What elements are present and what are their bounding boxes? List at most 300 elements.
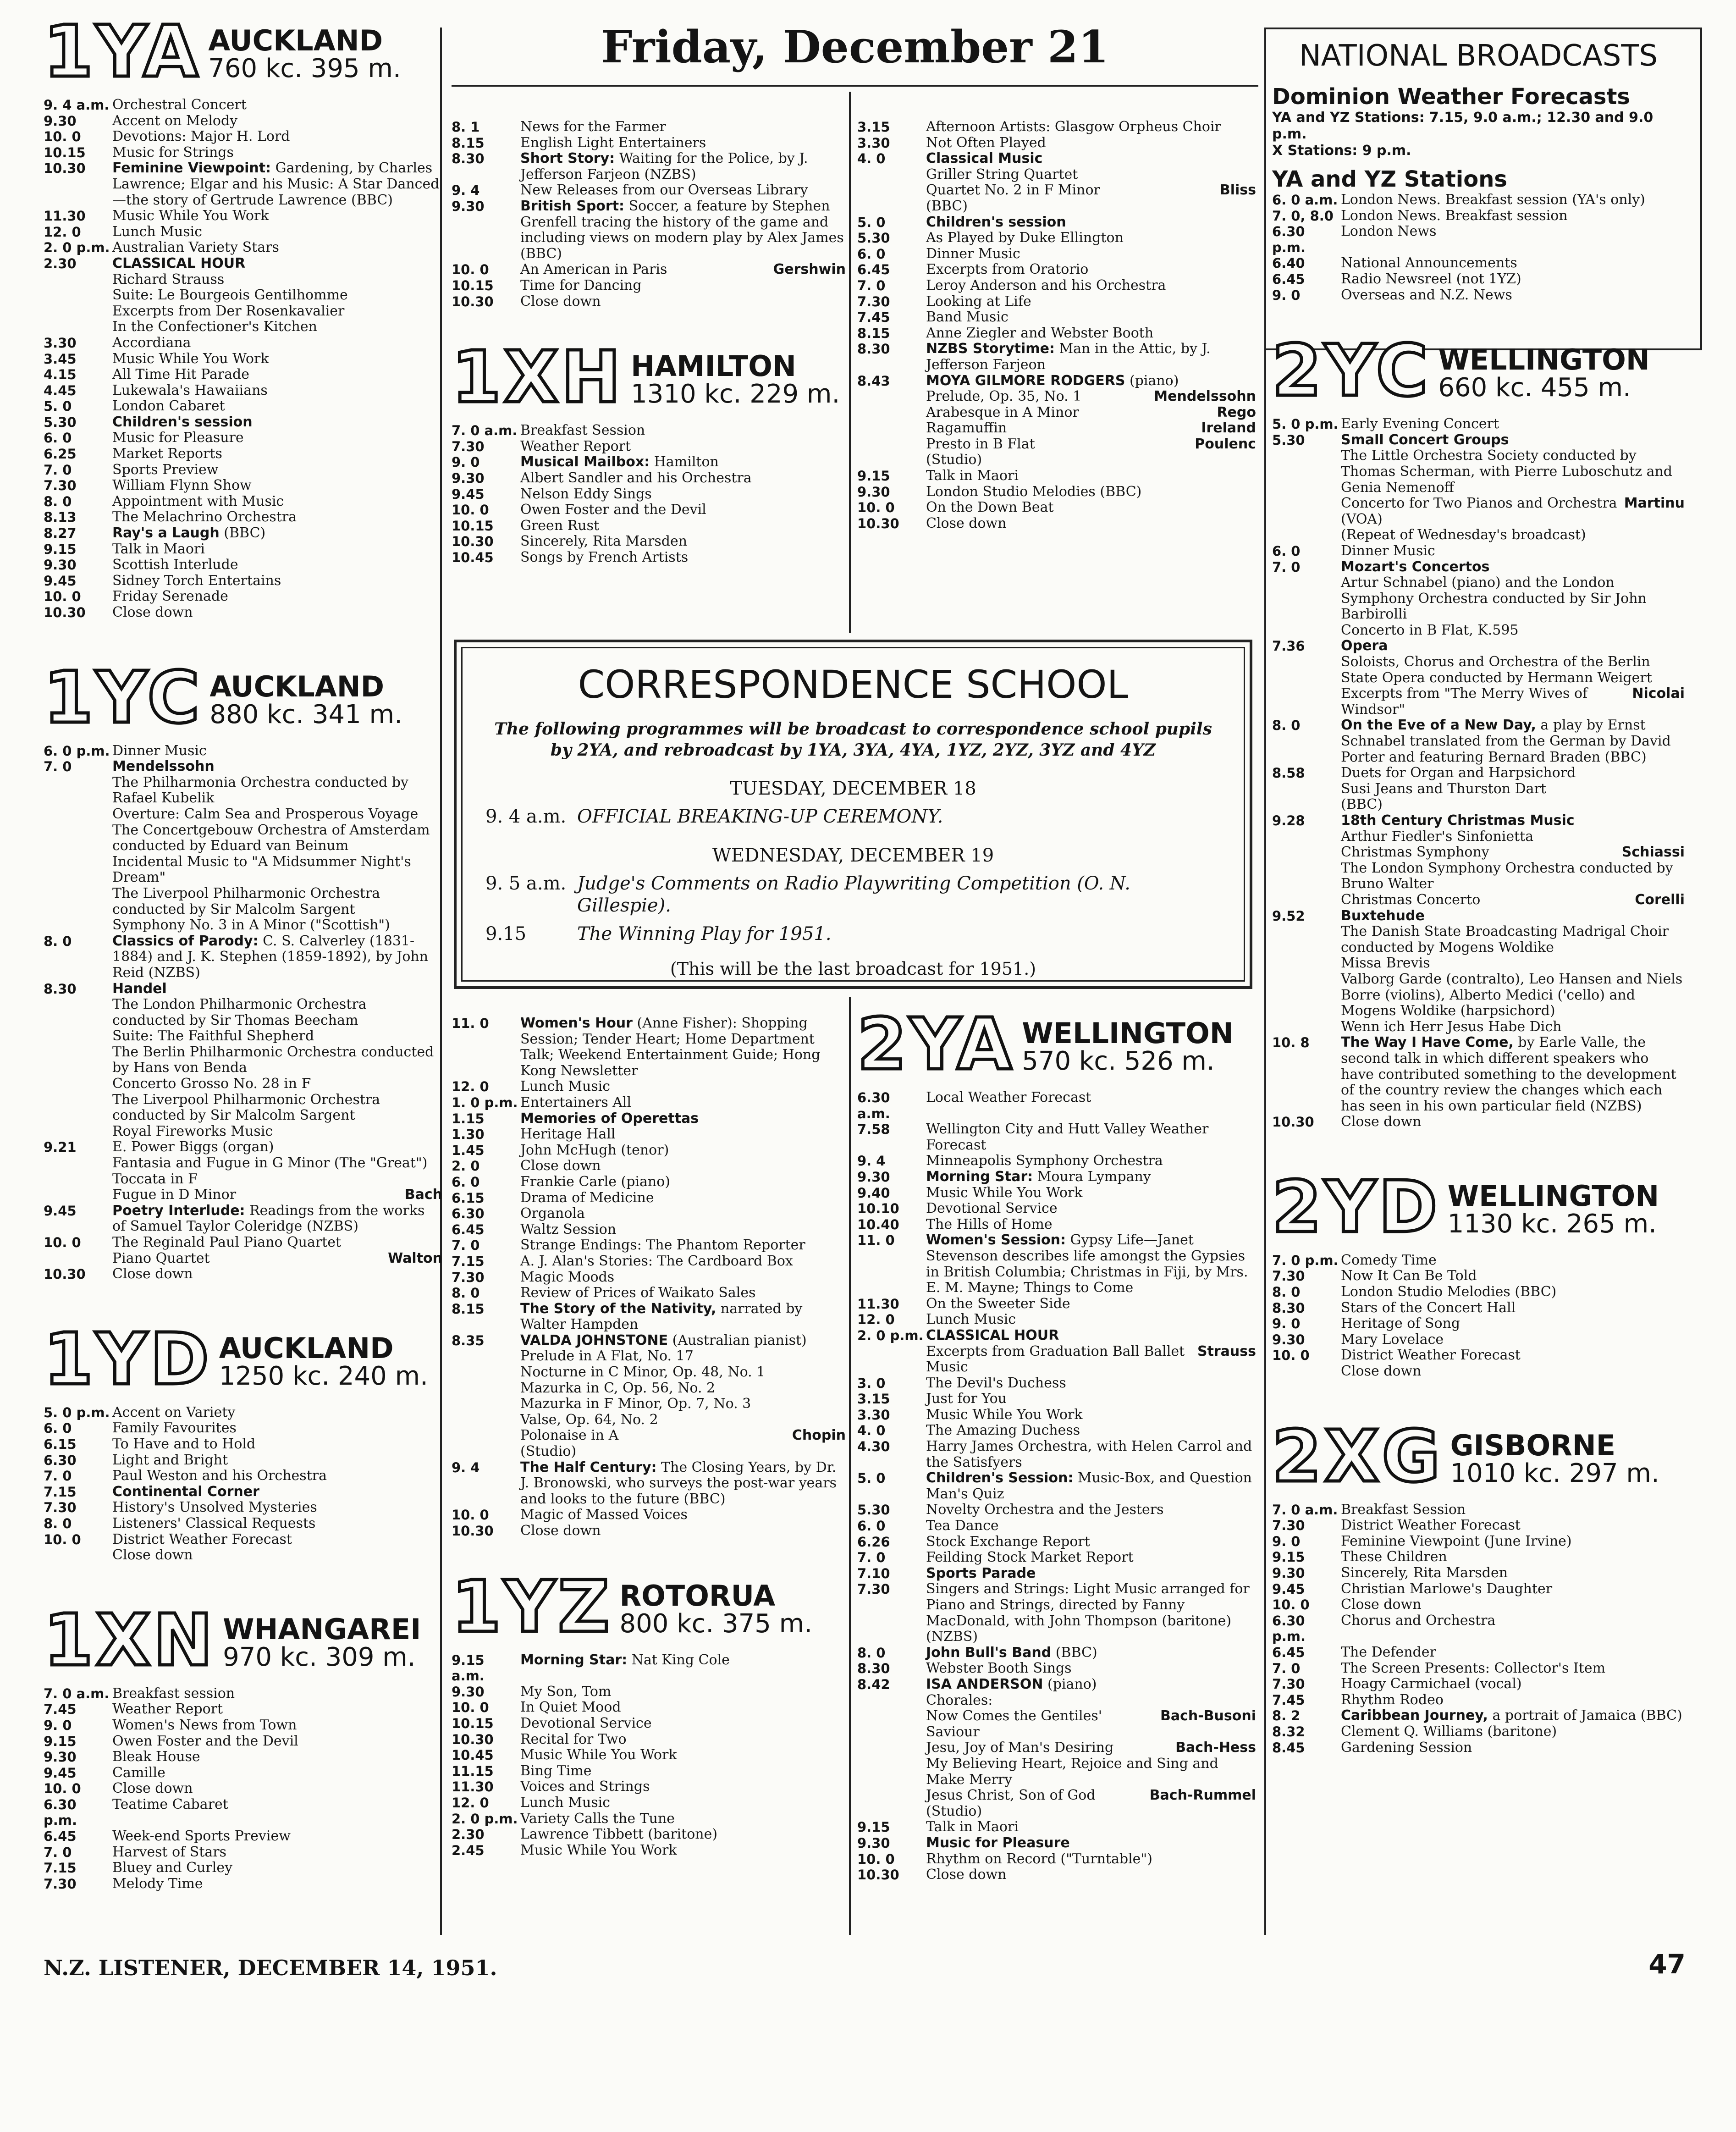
- programme-title: Comedy Time: [1341, 1252, 1437, 1268]
- schedule-row: [1272, 224, 1685, 255]
- programme-title: Prelude, Op. 35, No. 1: [926, 388, 1082, 405]
- time-slot: 7. 0: [452, 1237, 480, 1254]
- schedule-row: [44, 446, 442, 462]
- programme-title: Women's Hour (Anne Fisher): Shopping Session; Tender Heart; Home Department Talk; Weekend Entertainment Guide; Hong Kong Newsletter: [520, 1015, 821, 1079]
- programme-title: Ray's a Laugh (BBC): [112, 525, 266, 541]
- time-slot: 9.45: [44, 1765, 77, 1781]
- programme-title: Lukewala's Hawaiians: [112, 382, 268, 398]
- programme-title: Classical Music: [926, 150, 1043, 167]
- programme-title: Leroy Anderson and his Orchestra: [926, 277, 1166, 293]
- programme-title: (Studio): [926, 452, 982, 468]
- schedule-row: [452, 1843, 846, 1859]
- schedule-row: [1272, 1316, 1685, 1332]
- programme-title: Voices and Strings: [520, 1779, 650, 1795]
- programme-title: Close down: [1341, 1114, 1422, 1130]
- schedule-row: [857, 341, 1256, 373]
- schedule-row: [44, 981, 442, 997]
- time-slot: 8.45: [1272, 1740, 1305, 1756]
- programme-title: Close down: [112, 604, 193, 620]
- cs-day-1: TUESDAY, DECEMBER 18: [730, 778, 976, 799]
- programme-title: (Studio): [926, 1803, 982, 1819]
- nb-schedule: [1272, 192, 1685, 303]
- programme-title: Music While You Work: [926, 1406, 1083, 1423]
- schedule-row: [857, 119, 1256, 135]
- time-slot: 10.45: [452, 549, 494, 565]
- time-slot: 9.45: [44, 1203, 77, 1219]
- programme-title: The Berlin Philharmonic Orchestra conducted by Hans von Benda: [112, 1044, 434, 1076]
- column-1: [44, 10, 442, 1933]
- schedule-row: [1272, 1676, 1685, 1692]
- schedule-row: [1272, 1613, 1685, 1645]
- programme-title: Week-end Sports Preview: [112, 1828, 291, 1845]
- page-title: Friday, December 21: [601, 21, 1109, 73]
- programme-title: Lunch Music: [520, 1794, 611, 1811]
- schedule-row: [1272, 192, 1685, 208]
- programme-title: Missa Brevis: [1341, 955, 1430, 972]
- programme-title: Excerpts from Oratorio: [926, 261, 1089, 278]
- schedule-row: [44, 823, 442, 854]
- schedule-row: [44, 1266, 442, 1282]
- programme-title: The Melachrino Orchestra: [112, 509, 297, 525]
- programme-title: Close down: [1341, 1596, 1422, 1613]
- schedule-row: [44, 224, 442, 240]
- time-slot: 10.30: [1272, 1114, 1314, 1130]
- schedule-row: [857, 1788, 1256, 1804]
- schedule-row: [1272, 512, 1685, 528]
- programme-title: Entertainers All: [520, 1094, 632, 1110]
- programme-title: Susi Jeans and Thurston Dart: [1341, 780, 1546, 797]
- time-slot: 6. 0: [857, 246, 886, 262]
- programme-title: Band Music: [926, 309, 1009, 326]
- station-city: AUCKLAND: [219, 1331, 394, 1365]
- cs-heading: CORRESPONDENCE SCHOOL: [578, 662, 1129, 707]
- station-header-1ya: [44, 10, 442, 93]
- time-slot: 7.36: [1272, 638, 1305, 654]
- time-slot: 1.15: [452, 1110, 485, 1127]
- programme-title: Buxtehude: [1341, 907, 1425, 924]
- programme-title: Feilding Stock Market Report: [926, 1549, 1134, 1566]
- programme-title: On the Sweeter Side: [926, 1295, 1070, 1312]
- programme-title: Overseas and N.Z. News: [1341, 287, 1512, 303]
- schedule-row: [857, 389, 1256, 405]
- schedule-row: [857, 1867, 1256, 1883]
- schedule-row: [452, 423, 846, 439]
- programme-title: Frankie Carle (piano): [520, 1173, 670, 1190]
- schedule-row: [44, 1797, 442, 1828]
- schedule-row: [857, 151, 1256, 167]
- page-number: 47: [1648, 1949, 1686, 1980]
- schedule-row: [452, 1747, 846, 1763]
- time-slot: 8.35: [452, 1332, 485, 1348]
- programme-title: Concerto Grosso No. 28 in F: [112, 1076, 311, 1092]
- schedule-row: [44, 462, 442, 478]
- programme-title: History's Unsolved Mysteries: [112, 1499, 317, 1516]
- schedule-row: [1272, 1724, 1685, 1740]
- schedule-2yc: [1272, 416, 1685, 1130]
- programme-title: Close down: [520, 1523, 601, 1539]
- programme-title: Stars of the Concert Hall: [1341, 1299, 1516, 1316]
- schedule-row: [857, 1550, 1256, 1566]
- programme-title: Weather Report: [112, 1701, 223, 1718]
- time-slot: 6.15: [44, 1436, 77, 1452]
- time-slot: 8.15: [452, 1301, 485, 1317]
- programme-title: Royal Fireworks Music: [112, 1123, 273, 1139]
- schedule-row: [857, 405, 1256, 421]
- time-slot: 1.45: [452, 1142, 485, 1158]
- programme-title: District Weather Forecast: [1341, 1517, 1521, 1534]
- nb-heading-stations: YA and YZ Stations: [1272, 166, 1507, 192]
- time-slot: 8. 0: [44, 493, 72, 509]
- time-slot: 10. 0: [452, 262, 489, 278]
- programme-title: Wenn ich Herr Jesus Habe Dich: [1341, 1018, 1562, 1035]
- nb-weather-ya-yz: YA and YZ Stations: 7.15, 9.0 a.m.; 12.30 and 9.0 p.m.: [1272, 110, 1653, 142]
- time-slot: 7.30: [857, 293, 890, 309]
- time-slot: 9.15: [857, 1819, 890, 1835]
- time-slot: 6.30 p.m.: [1272, 1613, 1306, 1645]
- schedule-row: [857, 294, 1256, 310]
- schedule-row: [44, 478, 442, 494]
- programme-title: Close down: [926, 515, 1007, 531]
- time-slot: 2.30: [44, 255, 77, 271]
- programme-title: Morning Star: Nat King Cole: [520, 1651, 730, 1668]
- programme-title: Talk in Maori: [926, 468, 1019, 484]
- schedule-row: [44, 97, 442, 113]
- schedule-row: [452, 182, 846, 199]
- programme-title: Anne Ziegler and Webster Booth: [926, 325, 1154, 341]
- schedule-row: [452, 1222, 846, 1238]
- time-slot: 9. 4: [452, 182, 480, 199]
- cs-time: 9. 4 a.m.: [485, 806, 567, 827]
- time-slot: 10.30: [857, 515, 899, 531]
- time-slot: 10. 0: [44, 1781, 81, 1797]
- schedule-row: [857, 1581, 1256, 1645]
- programme-title: Close down: [112, 1266, 193, 1282]
- schedule-row: [857, 182, 1256, 199]
- schedule-row: [452, 199, 846, 262]
- programme-title: Richard Strauss: [112, 271, 225, 287]
- programme-title: Just for You: [926, 1391, 1007, 1407]
- schedule-row: [1272, 829, 1685, 845]
- programme-title: Novelty Orchestra and the Jesters: [926, 1502, 1164, 1518]
- schedule-1xh: [452, 423, 846, 565]
- schedule-row: [44, 240, 442, 256]
- programme-title: The Liverpool Philharmonic Orchestra conducted by Sir Malcolm Sargent: [112, 885, 380, 917]
- programme-title: Music While You Work: [520, 1747, 677, 1763]
- schedule-row: [1272, 813, 1685, 829]
- schedule-row: [1272, 1114, 1685, 1130]
- schedule-row: [44, 1420, 442, 1436]
- programme-title: To Have and to Hold: [112, 1436, 256, 1452]
- time-slot: 6. 0: [1272, 543, 1301, 559]
- programme-title: Valborg Garde (contralto), Leo Hansen and Niels Borre (violins), Alberto Medici ('cello) and Mogens Woldike (harpsichord): [1341, 971, 1683, 1019]
- composer: Bliss: [1219, 182, 1256, 199]
- time-slot: 9.30: [1272, 1331, 1305, 1348]
- programme-title: Now It Can Be Told: [1341, 1268, 1477, 1284]
- composer: Bach: [404, 1187, 442, 1203]
- time-slot: 9. 0: [1272, 287, 1301, 303]
- schedule-row: [857, 1153, 1256, 1169]
- programme-title: Fantasia and Fugue in G Minor (The "Great"): [112, 1155, 428, 1171]
- schedule-row: [452, 119, 846, 135]
- programme-title: Clement Q. Williams (baritone): [1341, 1723, 1557, 1740]
- time-slot: 1. 0 p.m.: [452, 1094, 518, 1110]
- time-slot: 7. 0 a.m.: [452, 423, 518, 439]
- programme-title: Tea Dance: [926, 1518, 999, 1534]
- schedule-row: [857, 309, 1256, 326]
- programme-title: Wellington City and Hutt Valley Weather Forecast: [926, 1121, 1209, 1153]
- programme-title: Melody Time: [112, 1875, 203, 1892]
- programme-title: Lunch Music: [926, 1311, 1016, 1328]
- schedule-row: [452, 1412, 846, 1428]
- programme-title: Close down: [926, 1867, 1007, 1883]
- schedule-row: [1272, 797, 1685, 813]
- schedule-row: [44, 589, 442, 605]
- time-slot: 12. 0: [857, 1312, 895, 1328]
- schedule-row: [44, 304, 442, 320]
- programme-title: (BBC): [1341, 796, 1383, 813]
- schedule-row: [857, 135, 1256, 151]
- programme-title: Lunch Music: [520, 1078, 611, 1095]
- schedule-row: [857, 500, 1256, 516]
- time-slot: 12. 0: [44, 224, 81, 240]
- programme-title: Market Reports: [112, 446, 222, 462]
- programme-title: Duets for Organ and Harpsichord: [1341, 765, 1576, 781]
- schedule-row: [857, 1121, 1256, 1153]
- time-slot: 2. 0 p.m.: [44, 240, 110, 256]
- programme-title: The Defender: [1341, 1644, 1436, 1660]
- time-slot: 9.15: [857, 468, 890, 484]
- schedule-row: [857, 373, 1256, 389]
- programme-title: Mendelssohn: [112, 758, 215, 775]
- programme-title: Teatime Cabaret: [112, 1796, 228, 1812]
- schedule-row: [857, 1344, 1256, 1375]
- schedule-row: [1272, 575, 1685, 623]
- time-slot: 9.40: [857, 1185, 890, 1201]
- schedule-row: [1272, 1581, 1685, 1597]
- schedule-row: [452, 1285, 846, 1301]
- programme-title: My Son, Tom: [520, 1683, 612, 1700]
- programme-title: Presto in B Flat: [926, 436, 1035, 452]
- cs-programme: The Winning Play for 1951.: [577, 923, 832, 944]
- time-slot: 8.30: [452, 151, 485, 167]
- time-slot: 7. 0 p.m.: [1272, 1252, 1339, 1268]
- station-logo: 2YD: [1272, 1165, 1440, 1248]
- programme-title: Camille: [112, 1764, 165, 1781]
- programme-title: Webster Booth Sings: [926, 1660, 1072, 1677]
- schedule-1xh-continued: [452, 1016, 846, 1539]
- time-slot: 7.30: [1272, 1268, 1305, 1284]
- schedule-row: [452, 151, 846, 182]
- time-slot: 3.30: [857, 135, 890, 151]
- programme-title: London Studio Melodies (BBC): [1341, 1284, 1557, 1300]
- schedule-row: [452, 1428, 846, 1444]
- schedule-row: [857, 1185, 1256, 1201]
- time-slot: 9.30: [857, 1835, 890, 1851]
- schedule-row: [857, 1296, 1256, 1312]
- programme-title: (Studio): [520, 1443, 577, 1460]
- programme-title: Owen Foster and the Devil: [112, 1733, 298, 1749]
- composer: Nicolai: [1632, 685, 1685, 702]
- time-slot: 8. 0: [44, 1515, 72, 1531]
- schedule-row: [857, 468, 1256, 484]
- station-frequency: 660 kc. 455 m.: [1438, 373, 1631, 403]
- composer: Mendelssohn: [1154, 388, 1256, 405]
- station-city: WHANGAREI: [223, 1612, 421, 1646]
- programme-title: Children's Session: Music-Box, and Question Man's Quiz: [926, 1470, 1252, 1502]
- time-slot: 9.21: [44, 1139, 77, 1155]
- schedule-row: [857, 1566, 1256, 1582]
- schedule-row: [1272, 559, 1685, 575]
- schedule-row: [44, 145, 442, 161]
- schedule-row: [857, 1090, 1256, 1121]
- column-2-bottom: [452, 1016, 846, 1900]
- programme-title: Breakfast Session: [520, 422, 645, 439]
- nb-weather-x: X Stations: 9 p.m.: [1272, 143, 1411, 159]
- column-rule-2: [849, 92, 851, 633]
- schedule-row: [44, 1171, 442, 1188]
- station-logo: 1YZ: [452, 1565, 612, 1648]
- programme-title: Artur Schnabel (piano) and the London Symphony Orchestra conducted by Sir John Barbirolli: [1341, 574, 1647, 623]
- time-slot: 9.30: [452, 470, 485, 486]
- station-city: WELLINGTON: [1438, 343, 1650, 377]
- programme-title: Musical Mailbox: Hamilton: [520, 454, 719, 470]
- schedule-row: [44, 743, 442, 759]
- programme-title: News for the Farmer: [520, 119, 666, 135]
- schedule-row: [44, 605, 442, 621]
- programme-title: Close down: [1341, 1363, 1422, 1380]
- schedule-row: [452, 1127, 846, 1143]
- correspondence-school-box: [454, 640, 1252, 989]
- time-slot: 7. 0 a.m.: [44, 1685, 110, 1701]
- programme-title: Bing Time: [520, 1762, 592, 1779]
- schedule-row: [44, 1718, 442, 1734]
- schedule-row: [44, 1701, 442, 1718]
- nb-box-top: [1264, 28, 1702, 29]
- time-slot: 4.45: [44, 382, 77, 398]
- programme-title: Sports Preview: [112, 461, 219, 478]
- schedule-row: [452, 486, 846, 503]
- schedule-1xn: [44, 1686, 442, 1892]
- programme-title: Quartet No. 2 in F Minor: [926, 182, 1100, 199]
- schedule-2yd: [1272, 1253, 1685, 1380]
- programme-title: Chorus and Orchestra: [1341, 1612, 1496, 1629]
- cs-programme: Judge's Comments on Radio Playwriting Competition (O. N. Gillespie).: [577, 873, 1130, 916]
- time-slot: 6.30: [452, 1206, 485, 1222]
- time-slot: 8. 0: [452, 1285, 480, 1301]
- schedule-row: [1272, 1284, 1685, 1300]
- time-slot: 8.30: [44, 981, 77, 997]
- programme-title: Women's News from Town: [112, 1717, 297, 1733]
- programme-title: Nocturne in C Minor, Op. 48, No. 1: [520, 1364, 766, 1381]
- programme-title: CLASSICAL HOUR: [112, 255, 246, 271]
- schedule-row: [452, 1079, 846, 1095]
- schedule-row: [857, 1423, 1256, 1439]
- station-logo: 1YC: [44, 656, 203, 739]
- time-slot: 9. 0: [44, 1717, 72, 1733]
- schedule-row: [1272, 416, 1685, 432]
- station-city: HAMILTON: [631, 349, 796, 383]
- programme-title: Devotional Service: [520, 1715, 652, 1731]
- time-slot: 8.42: [857, 1676, 890, 1692]
- station-logo: 2YA: [857, 1003, 1015, 1086]
- programme-title: Christian Marlowe's Daughter: [1341, 1580, 1553, 1597]
- schedule-row: [857, 1232, 1256, 1296]
- time-slot: 10.10: [857, 1201, 899, 1217]
- schedule-row: [857, 326, 1256, 342]
- programme-title: Concerto in B Flat, K.595: [1341, 622, 1519, 638]
- time-slot: 7. 0: [44, 759, 72, 775]
- time-slot: 9.30: [452, 198, 485, 214]
- programme-title: Fugue in D Minor: [112, 1187, 237, 1203]
- time-slot: 7.45: [44, 1701, 77, 1718]
- time-slot: 9. 4: [857, 1153, 886, 1169]
- schedule-row: [452, 1684, 846, 1700]
- schedule-row: [857, 1391, 1256, 1407]
- schedule-row: [452, 1301, 846, 1333]
- schedule-row: [44, 1876, 442, 1892]
- schedule-row: [857, 1217, 1256, 1233]
- time-slot: 9.30: [452, 1684, 485, 1700]
- schedule-row: [452, 1381, 846, 1397]
- programme-title: Music for Pleasure: [112, 430, 244, 446]
- cs-intro: The following programmes will be broadcast to correspondence school pupils by 2YA, and rebroadcast by 1YA, 3YA, 4YA, 1YZ, 2YZ, 3YZ and 4YZ: [494, 719, 1212, 760]
- programme-title: Harvest of Stars: [112, 1844, 227, 1860]
- schedule-row: [452, 1523, 846, 1539]
- schedule-row: [1272, 1645, 1685, 1661]
- programme-title: Ragamuffin: [926, 420, 1007, 436]
- programme-title: Christmas Symphony: [1341, 844, 1489, 861]
- station-logo: 2YC: [1272, 329, 1431, 413]
- station-frequency: 880 kc. 341 m.: [209, 699, 402, 729]
- schedule-row: [452, 502, 846, 518]
- time-slot: 10.15: [452, 1715, 494, 1731]
- time-slot: 3.15: [857, 119, 890, 135]
- schedule-row: [857, 1470, 1256, 1502]
- programme-title: John McHugh (tenor): [520, 1142, 669, 1158]
- programme-title: Suite: The Faithful Shepherd: [112, 1028, 314, 1044]
- time-slot: 8.32: [1272, 1723, 1305, 1740]
- schedule-row: [1272, 1268, 1685, 1284]
- programme-title: Breakfast Session: [1341, 1501, 1466, 1518]
- time-slot: 11.15: [452, 1763, 494, 1779]
- schedule-row: [452, 135, 846, 151]
- schedule-row: [44, 1092, 442, 1124]
- schedule-row: [857, 420, 1256, 436]
- programme-title: Music While You Work: [112, 350, 269, 367]
- programme-title: Harry James Orchestra, with Helen Carrol and the Satisfyers: [926, 1438, 1252, 1470]
- time-slot: 5. 0 p.m.: [1272, 416, 1339, 432]
- schedule-row: [857, 246, 1256, 262]
- time-slot: 11. 0: [857, 1232, 895, 1248]
- time-slot: 8. 0: [1272, 1284, 1301, 1300]
- time-slot: 9.30: [44, 113, 77, 129]
- schedule-row: [452, 1795, 846, 1811]
- station-city: AUCKLAND: [208, 24, 383, 58]
- time-slot: 10.30: [44, 160, 86, 177]
- schedule-row: [1272, 781, 1685, 797]
- time-slot: 12. 0: [452, 1079, 489, 1095]
- programme-title: District Weather Forecast: [112, 1531, 292, 1547]
- station-frequency: 1010 kc. 297 m.: [1450, 1458, 1659, 1488]
- programme-title: Arthur Fiedler's Sinfonietta: [1341, 828, 1534, 845]
- composer: Bach-Busoni: [1160, 1708, 1256, 1724]
- programme-title: Variety Calls the Tune: [520, 1810, 675, 1827]
- schedule-2ya: [857, 1090, 1256, 1883]
- programme-title: Looking at Life: [926, 293, 1031, 309]
- time-slot: 7.30: [44, 1500, 77, 1516]
- schedule-row: [1272, 1332, 1685, 1348]
- time-slot: 7. 0: [44, 1844, 72, 1860]
